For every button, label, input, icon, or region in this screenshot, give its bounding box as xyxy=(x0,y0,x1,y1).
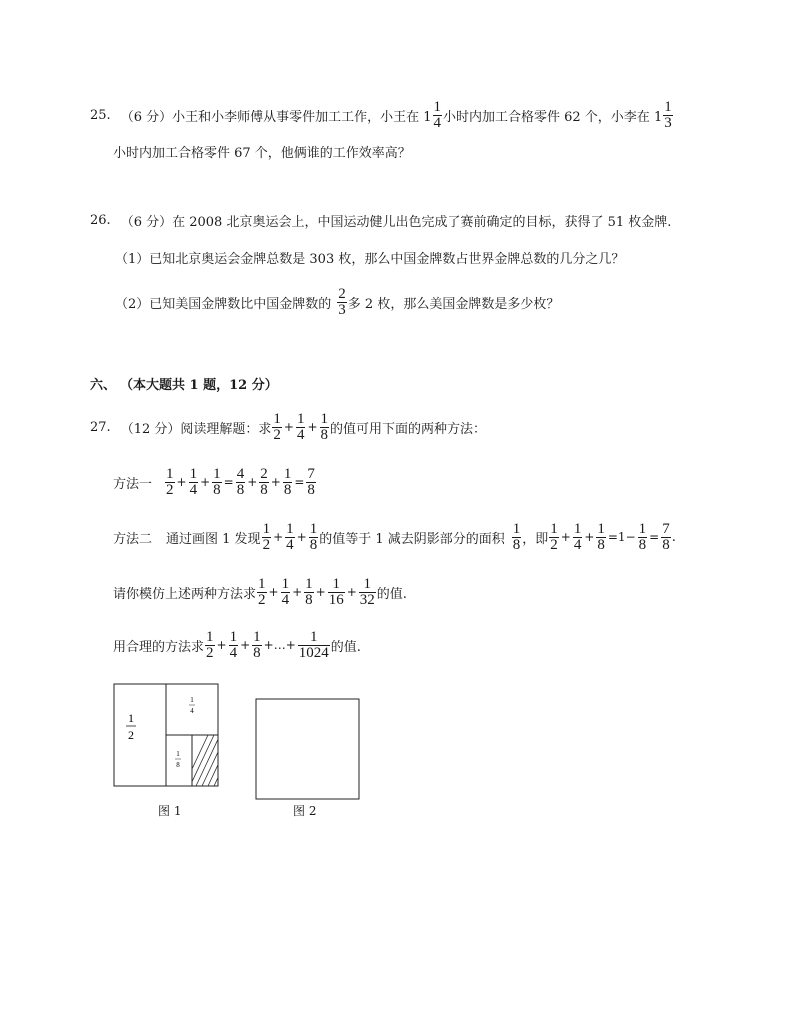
figure-2 xyxy=(254,697,362,801)
q26-part1: （1）已知北京奥运会金牌总数是 303 枚，那么中国金牌数占世界金牌总数的几分之几？ xyxy=(115,251,625,267)
figure-1 xyxy=(112,682,224,790)
q27-task1: 请你模仿上述两种方法求 $\frac{1}{2}$ + $\frac{1}{4}$ + $\frac{1}{8}$ + $\frac{1}{16}$ + $\frac{1}{32}$ 的值. xyxy=(113,575,407,608)
label-half-den: 2 xyxy=(128,728,134,742)
q27-score: （12 分） xyxy=(120,421,181,437)
label-quarter-den: 4 xyxy=(190,707,194,715)
label-quarter-num: 1 xyxy=(190,696,194,704)
section-6-heading: 六、 （本大题共 1 题，12 分） xyxy=(90,377,278,393)
q27-method1: 方法一 $\frac{1}{2}$ + $\frac{1}{4}$ + $\frac{1}{8}$ = $\frac{4}{8}$ + $\frac{2}{8}$ + $\frac{1}{8}$ = $\frac{7}{8}$ xyxy=(113,465,315,498)
q25-fraction-2: $\frac{1}{3}$ xyxy=(664,98,672,131)
method1-label: 方法一 xyxy=(113,476,153,492)
figure-1-caption: 图 1 xyxy=(158,804,182,818)
q26-line1 xyxy=(90,211,671,229)
q27-method2: 方法二 通过画图 1 发现 $\frac{1}{2}$ + $\frac{1}{4}$ + $\frac{1}{8}$ 的值等于 1 减去阴影部分的面积 $\frac{1}{8}$ ，即 $\frac{1}{2}$ + $\frac{1}{4}$ + $\frac{1}{8}$ =1− $\frac{1}{8}$ = $\frac{7}{8}$ . xyxy=(113,520,676,553)
figure-2-caption: 图 2 xyxy=(293,804,317,818)
q25-line2: 小时内加工合格零件 67 个，他俩谁的工作效率高？ xyxy=(113,145,411,161)
q26-fraction: $\frac{2}{3}$ xyxy=(338,285,346,318)
label-half-num: 1 xyxy=(128,711,134,725)
q26-part2: （2）已知美国金牌数比中国金牌数的 $\frac{2}{3}$ 多 2 枚，那么美国金牌数是多少枚？ xyxy=(115,285,560,318)
q25-fraction-1: $\frac{1}{4}$ xyxy=(433,98,441,131)
label-eighth-num: 1 xyxy=(176,750,180,758)
q27-number: 27. xyxy=(90,419,111,435)
q25-text-b: 小时内加工合格零件 62 个，小李在 1 xyxy=(443,109,663,125)
q26-score: （6 分） xyxy=(120,214,173,230)
q26-text: 在 2008 北京奥运会上，中国运动健儿出色完成了赛前确定的目标，获得了 51 枚金牌. xyxy=(172,214,672,230)
q27-intro: 27. （12 分） 阅读理解题：求 $\frac{1}{2}$ + $\frac{1}{4}$ + $\frac{1}{8}$ 的值可用下面的两种方法： xyxy=(90,410,487,443)
q27-task2: 用合理的方法求 $\frac{1}{2}$ + $\frac{1}{4}$ + $\frac{1}{8}$ +…+ $\frac{1}{1024}$ 的值. xyxy=(113,628,361,661)
q25-line1 xyxy=(90,98,674,132)
q26-number: 26. xyxy=(90,212,111,228)
q25-text-a: 小王和小李师傅从事零件加工工作，小王在 1 xyxy=(172,109,432,125)
q25-score: （6 分） xyxy=(120,109,173,125)
q25-number: 25. xyxy=(90,107,111,123)
label-eighth-den: 8 xyxy=(176,761,180,769)
method2-label: 方法二 xyxy=(113,531,153,547)
